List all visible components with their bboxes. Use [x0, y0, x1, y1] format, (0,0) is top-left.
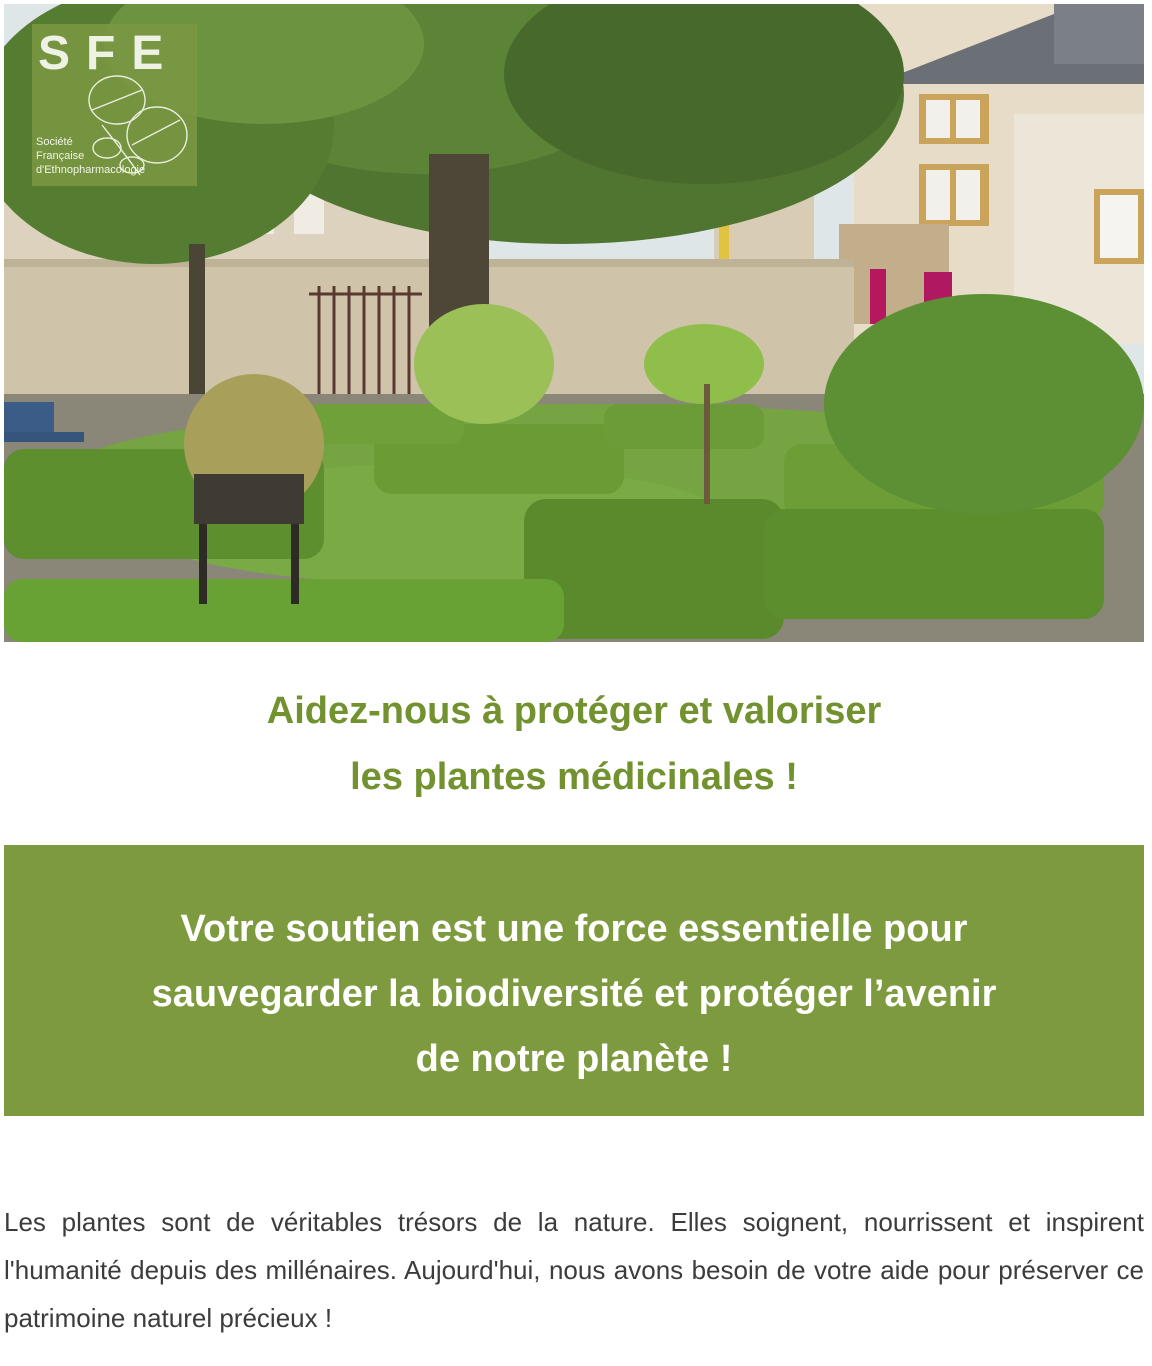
banner-line-1: Votre soutien est une force essentielle pour — [180, 908, 968, 950]
sfe-logo — [32, 24, 197, 186]
logo-line-3: d'Ethnopharmacologie — [36, 164, 146, 176]
support-banner — [4, 845, 1144, 1116]
banner-line-2: sauvegarder la biodiversité et protéger l’avenir — [151, 973, 997, 1015]
logo-line-2: Française — [36, 150, 85, 162]
logo-mark-text: SFE — [38, 27, 180, 80]
headline-line-1: Aidez-nous à protéger et valoriser — [266, 690, 882, 732]
hero-garden-photo — [4, 4, 1144, 642]
logo-line-1: Société — [36, 136, 73, 148]
banner-line-3: de notre planète ! — [415, 1038, 733, 1080]
page-headline — [4, 678, 1144, 810]
body-paragraph: Les plantes sont de véritables trésors de la nature. Elles soignent, nourrissent et inspirent l'humanité depuis des millénaires. Aujourd'hui, nous avons besoin de votre aide pour préserver ce patrimoine naturel précieux ! — [4, 1207, 1144, 1333]
headline-line-2: les plantes médicinales ! — [350, 756, 798, 798]
